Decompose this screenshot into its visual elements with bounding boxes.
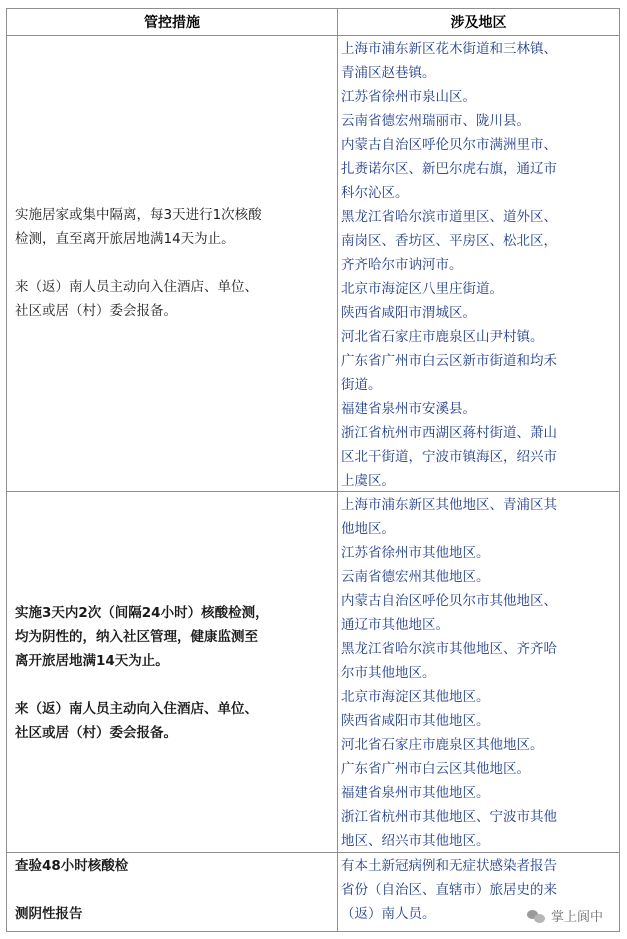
measure-line: 均为阴性的，纳入社区管理，健康监测至 — [15, 629, 258, 645]
area-line: 黑龙江省哈尔滨市道里区、道外区、 — [341, 209, 557, 225]
area-line: 省份（自治区、直辖市）旅居史的来 — [341, 882, 557, 898]
area-line: 上海市浦东新区花木街道和三林镇、 — [341, 41, 557, 57]
watermark — [527, 906, 603, 925]
measure-line: 实施3天内2次（间隔24小时）核酸检测， — [15, 605, 269, 621]
area-line: 区北干街道，宁波市镇海区，绍兴市 — [341, 449, 557, 465]
measure-line: 离开旅居地满14天为止。 — [15, 653, 169, 669]
area-line: （返）南人员。 — [341, 906, 436, 922]
area-line: 陕西省咸阳市其他地区。 — [341, 713, 490, 729]
area-line: 云南省德宏州其他地区。 — [341, 569, 490, 585]
measure-line: 来（返）南人员主动向入住酒店、单位、 — [15, 279, 258, 295]
area-line: 内蒙古自治区呼伦贝尔市其他地区、 — [341, 593, 557, 609]
watermark-text: 掌上阆中 — [550, 910, 603, 925]
area-line: 福建省泉州市其他地区。 — [341, 785, 490, 801]
measure-line — [15, 878, 333, 902]
area-line: 内蒙古自治区呼伦贝尔市满洲里市、 — [341, 137, 557, 153]
area-line: 尔市其他地区。 — [341, 665, 436, 681]
column-divider — [337, 9, 338, 931]
area-line: 有本土新冠病例和无症状感染者报告 — [341, 858, 557, 874]
area-line: 广东省广州市白云区新市街道和均禾 — [341, 353, 557, 369]
measure-cell-1 — [15, 203, 333, 323]
area-line: 浙江省杭州市西湖区蒋村街道、萧山 — [341, 425, 557, 441]
area-line: 北京市海淀区其他地区。 — [341, 689, 490, 705]
measure-line: 检测，直至离开旅居地满14天为止。 — [15, 231, 235, 247]
area-line: 青浦区赵巷镇。 — [341, 65, 436, 81]
header-areas: 涉及地区 — [450, 15, 507, 31]
area-line: 广东省广州市白云区其他地区。 — [341, 761, 530, 777]
row-divider — [7, 35, 619, 36]
area-line: 南岗区、香坊区、平房区、松北区， — [341, 233, 557, 249]
measure-cell-3 — [15, 854, 333, 926]
area-line: 街道。 — [341, 377, 382, 393]
area-line: 河北省石家庄市鹿泉区其他地区。 — [341, 737, 544, 753]
header-measures: 管控措施 — [144, 15, 200, 31]
area-line: 福建省泉州市安溪县。 — [341, 401, 476, 417]
control-measures-table — [6, 8, 620, 932]
wechat-icon — [527, 909, 545, 923]
measure-line: 社区或居（村）委会报备。 — [15, 303, 177, 319]
area-line: 浙江省杭州市其他地区、宁波市其他 — [341, 809, 557, 825]
area-line: 他地区。 — [341, 521, 395, 537]
measure-cell-2 — [15, 601, 333, 745]
area-line: 陕西省咸阳市渭城区。 — [341, 305, 476, 321]
measure-line: 测阴性报告 — [15, 906, 83, 922]
measure-line: 社区或居（村）委会报备。 — [15, 725, 177, 741]
area-line: 黑龙江省哈尔滨市其他地区、齐齐哈 — [341, 641, 557, 657]
area-line: 江苏省徐州市其他地区。 — [341, 545, 490, 561]
area-line: 地区、绍兴市其他地区。 — [341, 833, 490, 849]
area-line: 齐齐哈尔市讷河市。 — [341, 257, 463, 273]
area-line: 科尔沁区。 — [341, 185, 409, 201]
measure-line: 来（返）南人员主动向入住酒店、单位、 — [15, 701, 258, 717]
measure-line: 查验48小时核酸检 — [15, 858, 129, 874]
area-line: 北京市海淀区八里庄街道。 — [341, 281, 503, 297]
areas-cell-1 — [341, 37, 617, 493]
areas-cell-2 — [341, 493, 617, 853]
area-line: 扎赉诺尔区、新巴尔虎右旗，通辽市 — [341, 161, 557, 177]
area-line: 通辽市其他地区。 — [341, 617, 449, 633]
area-line: 江苏省徐州市泉山区。 — [341, 89, 476, 105]
area-line: 河北省石家庄市鹿泉区山尹村镇。 — [341, 329, 544, 345]
area-line: 上虞区。 — [341, 473, 395, 489]
measure-line — [15, 673, 333, 697]
area-line: 上海市浦东新区其他地区、青浦区其 — [341, 497, 557, 513]
measure-line — [15, 251, 333, 275]
area-line: 云南省德宏州瑞丽市、陇川县。 — [341, 113, 530, 129]
measure-line: 实施居家或集中隔离，每3天进行1次核酸 — [15, 207, 262, 223]
